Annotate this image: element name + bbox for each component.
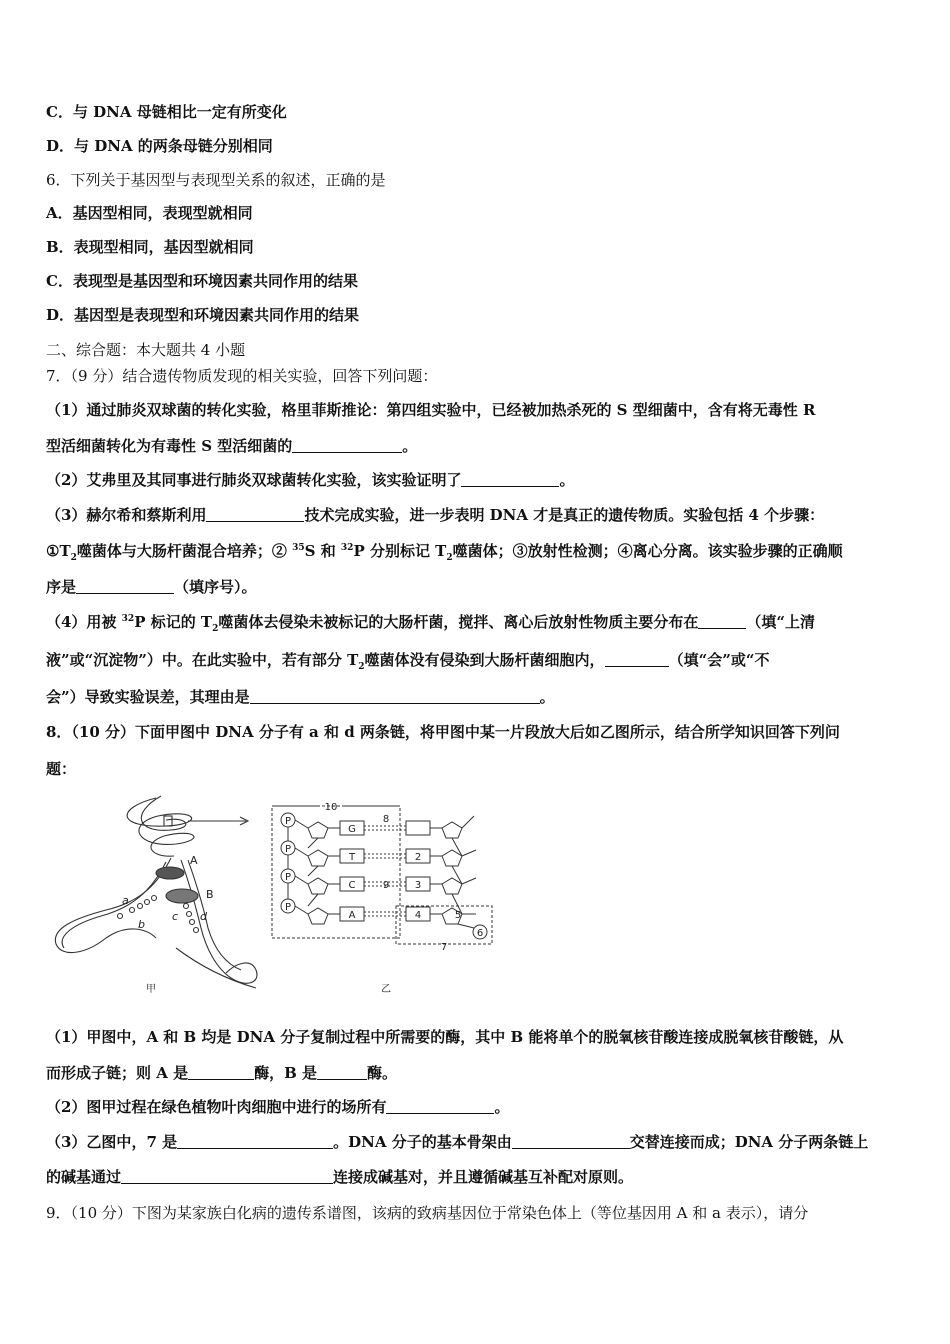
q7-part1-line1: （1）通过肺炎双球菌的转化实验，格里菲斯推论：第四组实验中，已经被加热杀死的 S 型细菌中，含有将无毒性 R — [46, 401, 816, 419]
answer-blank[interactable] — [76, 579, 174, 594]
answer-blank[interactable] — [206, 507, 304, 522]
answer-blank[interactable] — [698, 614, 746, 629]
caption-yi: 乙 — [381, 984, 391, 995]
q7-part2: （2）艾弗里及其同事进行肺炎双球菌转化实验，该实验证明了 。 — [46, 471, 575, 489]
q8-part2: （2）图甲过程在绿色植物叶肉细胞中进行的场所有 。 — [46, 1098, 510, 1116]
label-10: 10 — [324, 802, 338, 813]
base-left-3: C — [348, 880, 356, 891]
q8-part3-line1: （3）乙图中，7 是 。DNA 分子的基本骨架由 交替连接而成；DNA 分子两条链上 — [46, 1133, 869, 1151]
answer-blank[interactable] — [177, 1134, 333, 1149]
base-right-4: 4 — [414, 910, 422, 921]
label-strand-c: c — [172, 910, 179, 923]
q7-part4-line3: 会”）导致实验误差，其理由是 。 — [46, 688, 555, 706]
q7-part3-line1: （3）赫尔希和蔡斯利用 技术完成实验，进一步表明 DNA 才是真正的遗传物质。实验包括 4 个步骤： — [46, 506, 825, 524]
q7-part4-line2: 液”或“沉淀物”）中。在此实验中，若有部分 $T_2$噬菌体没有侵染到大肠杆菌细胞内， （填“会”或“不 — [46, 651, 770, 672]
answer-blank[interactable] — [605, 652, 669, 667]
q5-option-d: D．与 DNA 的两条母链分别相同 — [46, 137, 273, 155]
label-6: 6 — [476, 928, 484, 939]
label-strand-d: d — [200, 910, 207, 923]
answer-blank[interactable] — [512, 1134, 630, 1149]
q6-option-c: C．表现型是基因型和环境因素共同作用的结果 — [46, 272, 358, 290]
label-9: 9 — [382, 880, 390, 891]
base-right-3: 3 — [414, 880, 422, 891]
q6-stem: 6．下列关于基因型与表现型关系的叙述，正确的是 — [46, 171, 386, 189]
q7-part3-line3: 序是 （填序号）。 — [46, 578, 257, 596]
phosphate-label: P — [284, 872, 292, 883]
dna-replication-figure — [46, 788, 516, 1000]
label-5: 5 — [454, 910, 462, 921]
label-8: 8 — [382, 814, 390, 825]
enzyme-b-shape — [166, 889, 198, 903]
answer-blank[interactable] — [292, 438, 402, 453]
q7-stem: 7．（9 分）结合遗传物质发现的相关实验，回答下列问题： — [46, 367, 438, 385]
q8-stem-line2: 题： — [46, 760, 77, 778]
label-strand-b: b — [138, 918, 145, 931]
q8-part3-line2: 的碱基通过 连接成碱基对，并且遵循碱基互补配对原则。 — [46, 1168, 634, 1186]
answer-blank[interactable] — [317, 1065, 367, 1080]
q9-stem: 9．（10 分）下图为某家族白化病的遗传系谱图，该病的致病基因位于常染色体上（等位基因用 A 和 a 表示），请分 — [46, 1204, 809, 1222]
q7-part1-line2: 型活细菌转化为有毒性 S 型活细菌的 。 — [46, 437, 418, 455]
q6-option-d: D．基因型是表现型和环境因素共同作用的结果 — [46, 306, 360, 324]
label-strand-a: a — [122, 894, 129, 907]
figure-yi — [272, 806, 492, 944]
q5-option-c: C．与 DNA 母链相比一定有所变化 — [46, 103, 287, 121]
enzyme-a-shape — [156, 867, 184, 879]
answer-blank[interactable] — [121, 1169, 333, 1184]
section-heading: 二、综合题：本大题共 4 小题 — [46, 341, 246, 359]
label-enzyme-b: B — [206, 888, 214, 901]
label-enzyme-a: A — [190, 854, 198, 867]
base-left-4: A — [348, 910, 356, 921]
answer-blank[interactable] — [188, 1065, 254, 1080]
q7-part4-line1: （4）用被 $^{32}$P 标记的 $T_2$噬菌体去侵染未被标记的大肠杆菌，搅拌、离心后放射性物质主要分布在 （填“上清 — [46, 613, 816, 634]
q7-part3-line2: $①T_2$噬菌体与大肠杆菌混合培养；② $^{35}$S 和 $^{32}$P 分别标记 $T_2$噬菌体；③放射性检测；④离心分离。该实验步骤的正确顺 — [46, 542, 843, 563]
answer-blank[interactable] — [386, 1099, 494, 1114]
q6-option-b: B．表现型相同，基因型就相同 — [46, 238, 254, 256]
phosphate-label: P — [284, 844, 292, 855]
phosphate-label: P — [284, 816, 292, 827]
q8-part1-line2: 而形成子链；则 A 是 酶，B 是 酶。 — [46, 1064, 398, 1082]
base-left-1: G — [348, 824, 356, 835]
base-left-2: T — [348, 852, 356, 863]
figure-jia — [55, 796, 257, 988]
phosphate-label: P — [284, 902, 292, 913]
answer-blank[interactable] — [250, 689, 540, 704]
base-right-2: 2 — [414, 852, 422, 863]
q8-part1-line1: （1）甲图中，A 和 B 均是 DNA 分子复制过程中所需要的酶，其中 B 能将单个的脱氧核苷酸连接成脱氧核苷酸链，从 — [46, 1028, 844, 1046]
label-7: 7 — [440, 942, 448, 953]
q6-option-a: A．基因型相同，表现型就相同 — [46, 204, 253, 222]
q8-stem-line1: 8．（10 分）下面甲图中 DNA 分子有 a 和 d 两条链，将甲图中某一片段放大后如乙图所示，结合所学知识回答下列问 — [46, 723, 840, 741]
answer-blank[interactable] — [461, 472, 559, 487]
caption-jia: 甲 — [146, 984, 156, 995]
